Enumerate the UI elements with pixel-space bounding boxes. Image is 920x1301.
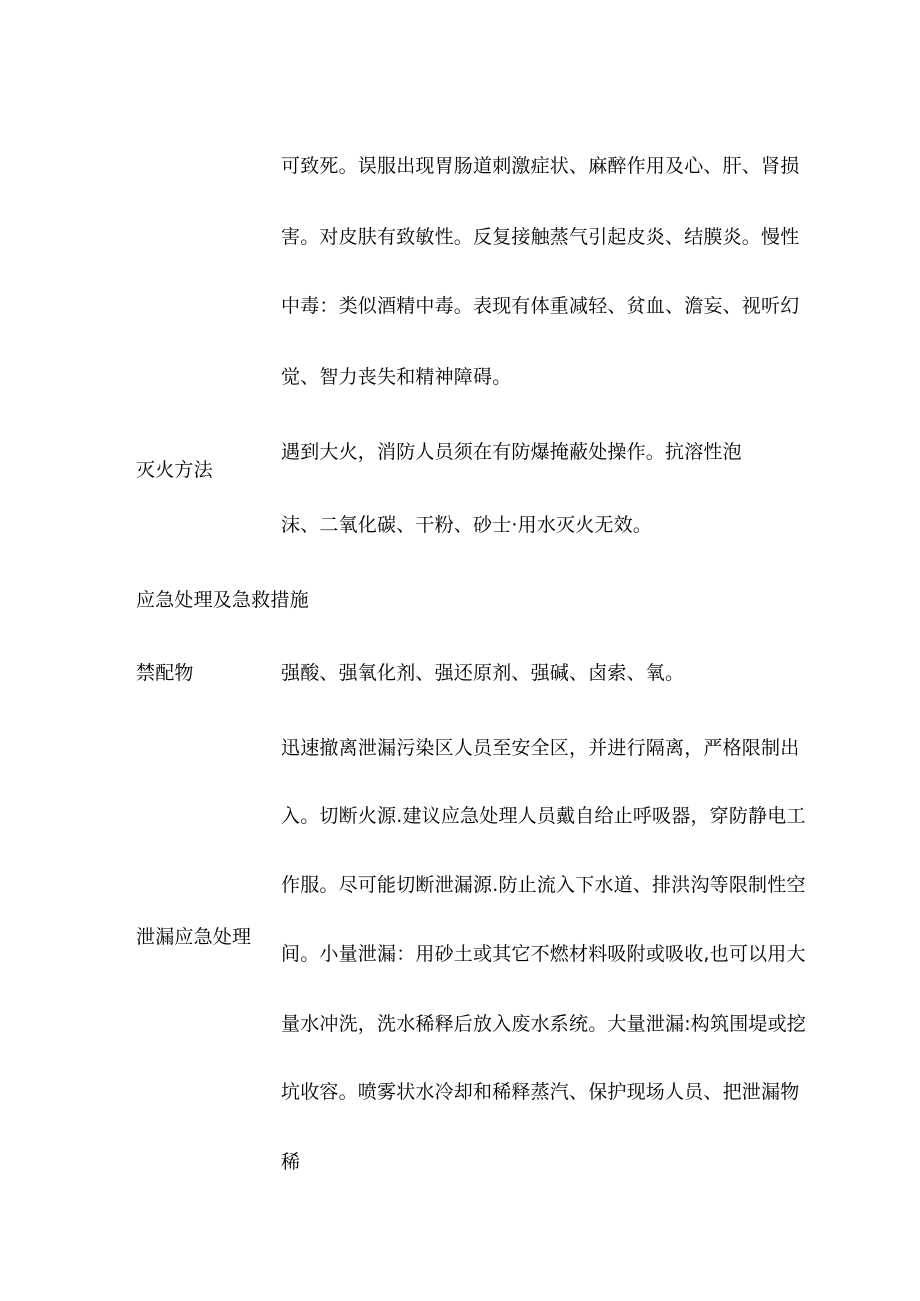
leak-handling-label: 泄漏应急处理 (136, 926, 252, 948)
leak-handling-text-line: 入。切断火源.建议应急处理人员戴自给止呼吸器，穿防静电工 (281, 805, 806, 827)
toxicity-text-line: 害。对皮肤有致敏性。反复接触蒸气引起皮炎、结膜炎。慢性 (281, 226, 800, 248)
leak-handling-text-line: 间。小量泄漏：用砂土或其它不燃材料吸附或吸收,也可以用大 (281, 943, 806, 965)
leak-handling-text-line: 迅速撤离泄漏污染区人员至安全区，并进行隔离，严格限制出 (281, 737, 800, 759)
leak-handling-text-line: 稀 (281, 1151, 301, 1173)
fire-fighting-text-line: 遇到大火，消防人员须在有防爆掩蔽处操作。抗溶性泡 (281, 441, 742, 463)
toxicity-text-line: 中毒：类似酒精中毒。表现有体重减轻、贫血、澹妄、视听幻 (281, 295, 800, 317)
leak-handling-text-line: 作服。尽可能切断泄漏源.防止流入下水道、排洪沟等限制性空 (281, 874, 806, 896)
fire-fighting-label: 灭火方法 (136, 459, 213, 481)
toxicity-text-line: 可致死。误服出现胃肠道刺激症状、麻醉作用及心、肝、肾损 (281, 155, 800, 177)
section-heading: 应急处理及急救措施 (136, 589, 309, 611)
incompatibles-text: 强酸、强氧化剂、强还原剂、强碱、卤索、氧。 (281, 662, 685, 684)
leak-handling-text-line: 坑收容。喷雾状水冷却和稀释蒸汽、保护现场人员、把泄漏物 (281, 1081, 800, 1103)
leak-handling-text-line: 量水冲洗，洗水稀释后放入废水系统。大量泄漏:构筑围堤或挖 (281, 1013, 807, 1035)
incompatibles-label: 禁配物 (136, 662, 194, 684)
fire-fighting-text-line: 沫、二氧化碳、干粉、砂士·用水灭火无效。 (281, 514, 653, 536)
toxicity-text-line: 觉、智力丧失和精神障碍。 (281, 366, 512, 388)
